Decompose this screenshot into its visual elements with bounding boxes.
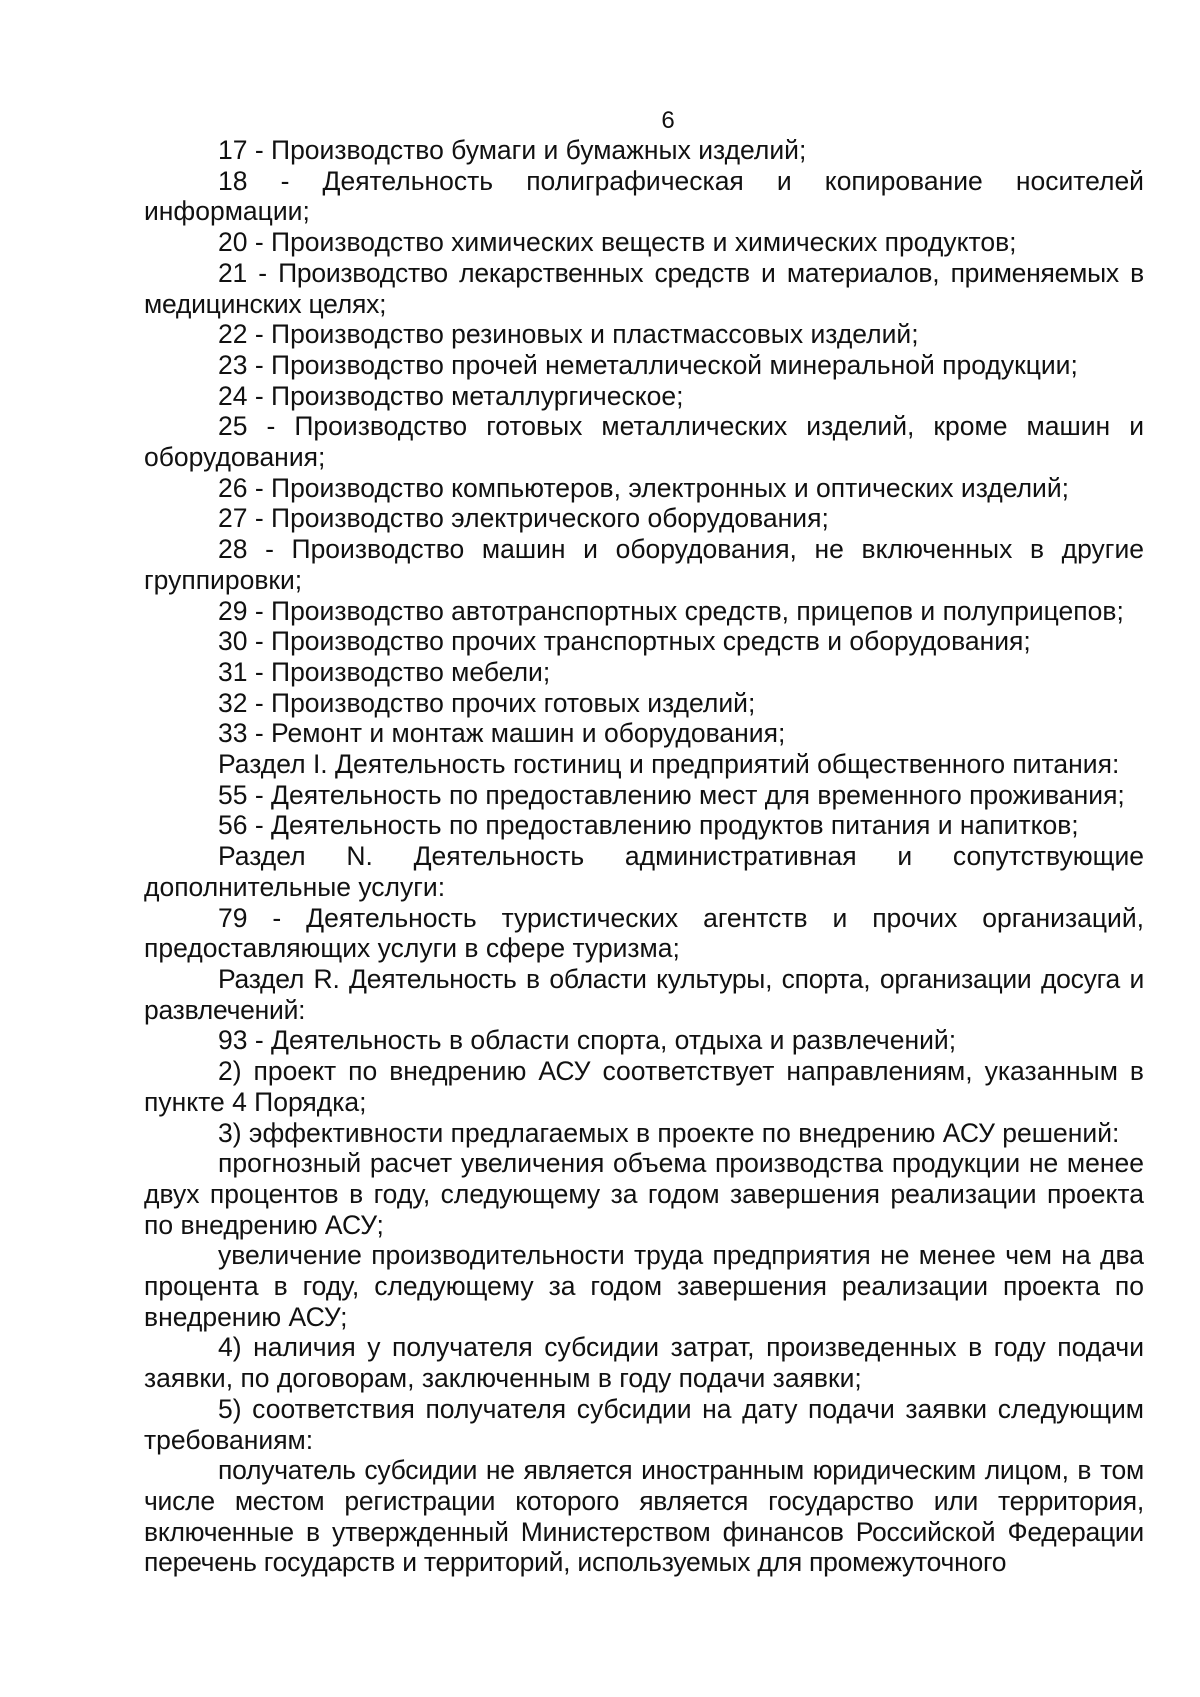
paragraph-item-55: 55 - Деятельность по предоставлению мест для временного проживания;	[218, 779, 1125, 810]
paragraph-item-26: 26 - Производство компьютеров, электронных и оптических изделий;	[218, 472, 1070, 503]
paragraph-item-27: 27 - Производство электрического оборудования;	[218, 503, 829, 534]
paragraph-item-20: 20 - Производство химических веществ и химических продуктов;	[218, 227, 1017, 258]
paragraph-item-18: 18 - Деятельность полиграфическая и копирование носителей информации;	[144, 165, 1144, 227]
paragraph-productivity-growth: увеличение производительности труда предприятия не менее чем на два процента в году, следующему за годом завершения реализации проекта по внедрению АСУ;	[144, 1240, 1144, 1332]
paragraph-item-32: 32 - Производство прочих готовых изделий;	[218, 687, 756, 718]
page-number: 6	[661, 107, 675, 134]
paragraph-item-30: 30 - Производство прочих транспортных средств и оборудования;	[218, 626, 1031, 657]
paragraph-clause-4: 4) наличия у получателя субсидии затрат, произведенных в году подачи заявки, по договорам, заключенным в году подачи заявки;	[144, 1332, 1144, 1394]
section-heading-r: Раздел R. Деятельность в области культуры, спорта, организации досуга и развлечений:	[144, 963, 1144, 1025]
paragraph-clause-5: 5) соответствия получателя субсидии на дату подачи заявки следующим требованиям:	[144, 1393, 1144, 1455]
paragraph-production-growth: прогнозный расчет увеличения объема производства продукции не менее двух процентов в году, следующему за годом завершения реализации проекта по внедрению АСУ;	[144, 1148, 1144, 1240]
paragraph-item-25: 25 - Производство готовых металлических изделий, кроме машин и оборудования;	[144, 411, 1144, 473]
paragraph-item-21: 21 - Производство лекарственных средств и материалов, применяемых в медицинских целях;	[144, 257, 1144, 319]
paragraph-item-31: 31 - Производство мебели;	[218, 656, 551, 687]
paragraph-item-22: 22 - Производство резиновых и пластмассовых изделий;	[218, 319, 919, 350]
paragraph-item-93: 93 - Деятельность в области спорта, отдыха и развлечений;	[218, 1025, 957, 1056]
section-heading-n: Раздел N. Деятельность административная и сопутствующие дополнительные услуги:	[144, 841, 1144, 902]
paragraph-clause-3: 3) эффективности предлагаемых в проекте по внедрению АСУ решений:	[218, 1117, 1120, 1148]
document-body	[144, 135, 1144, 1578]
section-heading-i: Раздел I. Деятельность гостиниц и предприятий общественного питания:	[218, 749, 1120, 780]
paragraph-item-17: 17 - Производство бумаги и бумажных изделий;	[218, 135, 807, 165]
paragraph-item-24: 24 - Производство металлургическое;	[218, 380, 684, 411]
paragraph-item-23: 23 - Производство прочей неметаллической минеральной продукции;	[218, 349, 1078, 380]
paragraph-foreign-entity-requirement: получатель субсидии не является иностранным юридическим лицом, в том числе местом регистрации которого является государство или территория, включенные в утвержденный Министерством финансов Российской Федерации перечень государств и территорий, используемых для промежуточного	[144, 1455, 1144, 1578]
paragraph-item-29: 29 - Производство автотранспортных средств, прицепов и полуприцепов;	[218, 595, 1124, 626]
paragraph-item-33: 33 - Ремонт и монтаж машин и оборудования;	[218, 718, 786, 749]
paragraph-item-28: 28 - Производство машин и оборудования, не включенных в другие группировки;	[144, 534, 1144, 595]
paragraph-clause-2: 2) проект по внедрению АСУ соответствует направлениям, указанным в пункте 4 Порядка;	[144, 1056, 1144, 1117]
paragraph-item-79: 79 - Деятельность туристических агентств и прочих организаций, предоставляющих услуги в сфере туризма;	[144, 902, 1144, 964]
paragraph-item-56: 56 - Деятельность по предоставлению продуктов питания и напитков;	[218, 810, 1079, 841]
